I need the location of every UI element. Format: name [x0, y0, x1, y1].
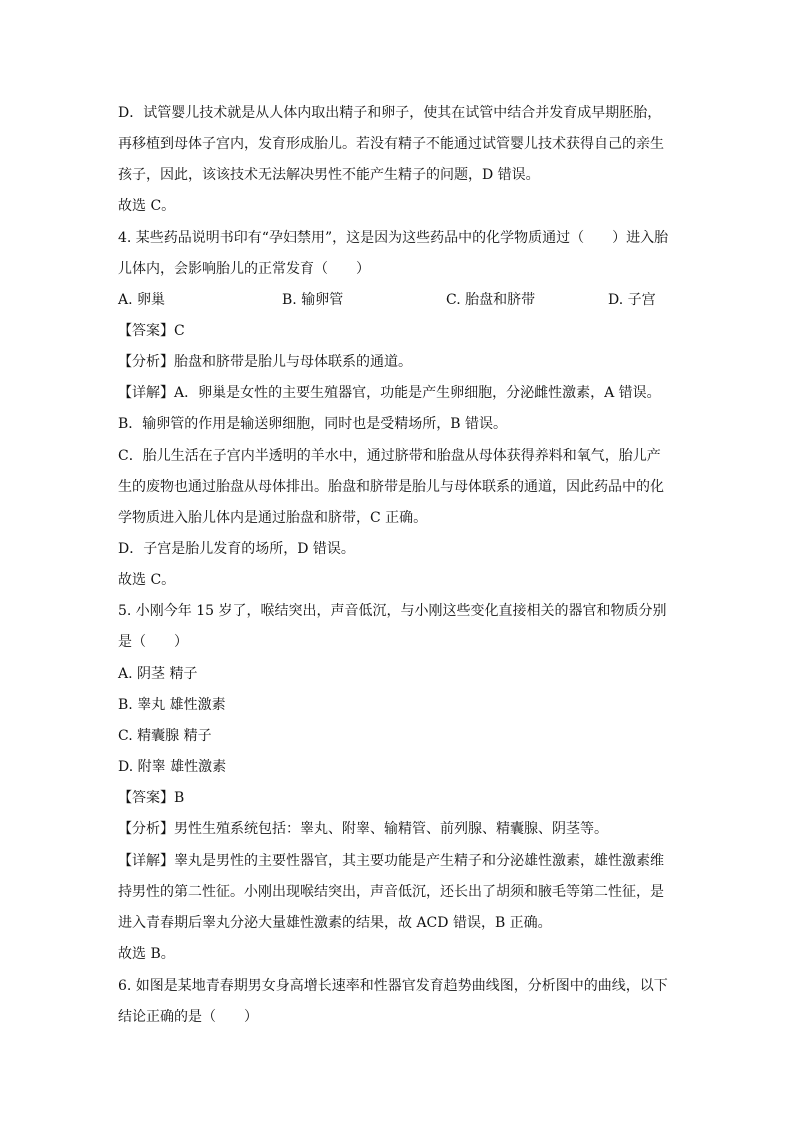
- question-6-stem: 结论正确的是（ ）: [118, 1009, 258, 1025]
- explanation-text: 生的废物也通过胎盘从母体排出。胎盘和脐带是胎儿与母体联系的通道，因此药品中的化: [118, 479, 664, 495]
- option-a: A. 卵巢: [118, 292, 166, 308]
- explanation-text: 进入青春期后睾丸分泌大量雄性激素的结果，故 ACD 错误，B 正确。: [118, 915, 552, 931]
- option-c: C. 精囊腺 精子: [118, 728, 212, 744]
- option-a: A. 阴茎 精子: [118, 666, 198, 682]
- text-line: 故选 B。: [118, 946, 175, 962]
- option-c: C. 胎盘和脐带: [446, 292, 536, 308]
- option-b: B. 睾丸 雄性激素: [118, 697, 226, 713]
- explanation-text: 【详解】睾丸是男性的主要性器官，其主要功能是产生精子和分泌雄性激素，雄性激素维: [118, 853, 664, 869]
- explanation-text: 【详解】A．卵巢是女性的主要生殖器官，功能是产生卵细胞，分泌雌性激素，A 错误。: [118, 385, 661, 401]
- analysis-label: 【分析】胎盘和脐带是胎儿与母体联系的通道。: [118, 354, 412, 370]
- explanation-text: 持男性的第二性征。小刚出现喉结突出，声音低沉，还长出了胡须和腋毛等第二性征，是: [118, 884, 664, 900]
- option-b: B. 输卵管: [282, 292, 344, 308]
- explanation-text: 学物质进入胎儿体内是通过胎盘和脐带，C 正确。: [118, 510, 428, 526]
- question-4-options: [118, 290, 678, 310]
- explanation-text: D．子宫是胎儿发育的场所，D 错误。: [118, 541, 355, 557]
- question-4-stem: 儿体内，会影响胎儿的正常发育（ ）: [118, 261, 370, 277]
- answer-label: 【答案】C: [118, 323, 185, 339]
- question-5-stem: 5. 小刚今年 15 岁了，喉结突出，声音低沉，与小刚这些变化直接相关的器官和物质分别: [118, 603, 667, 619]
- question-5-stem: 是（ ）: [118, 634, 188, 650]
- text-line: 孩子，因此，该该技术无法解决男性不能产生精子的问题，D 错误。: [118, 167, 540, 183]
- explanation-text: B．输卵管的作用是输送卵细胞，同时也是受精场所，B 错误。: [118, 416, 508, 432]
- text-line: D．试管婴儿技术就是从人体内取出精子和卵子，使其在试管中结合并发育成早期胚胎，: [118, 105, 662, 121]
- answer-label: 【答案】B: [118, 790, 185, 806]
- option-d: D. 子宫: [608, 292, 656, 308]
- text-line: 再移植到母体子宫内，发育形成胎儿。若没有精子不能通过试管婴儿技术获得自己的亲生: [118, 136, 664, 152]
- text-line: 故选 C。: [118, 198, 176, 214]
- question-4-stem: 4. 某些药品说明书印有“孕妇禁用”，这是因为这些药品中的化学物质通过（ ）进入胎: [118, 230, 669, 246]
- question-6-stem: 6. 如图是某地青春期男女身高增长速率和性器官发育趋势曲线图，分析图中的曲线，以下: [118, 978, 668, 994]
- explanation-text: C．胎儿生活在子宫内半透明的羊水中，通过脐带和胎盘从母体获得养料和氧气，胎儿产: [118, 448, 661, 464]
- analysis-label: 【分析】男性生殖系统包括：睾丸、附睾、输精管、前列腺、精囊腺、阴茎等。: [118, 821, 608, 837]
- option-d: D. 附睾 雄性激素: [118, 759, 227, 775]
- text-line: 故选 C。: [118, 572, 176, 588]
